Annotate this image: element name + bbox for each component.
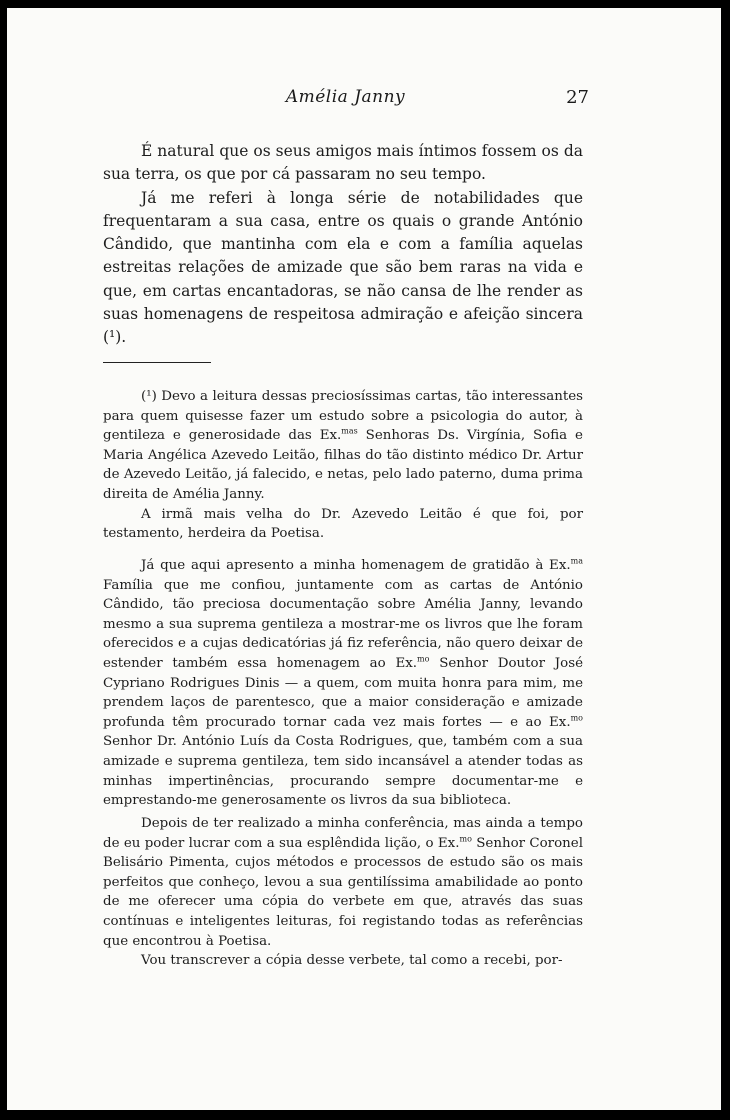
main-text [103, 140, 583, 350]
book-page [7, 8, 721, 1110]
paragraph-1: É natural que os seus amigos mais íntimos fossem os da sua terra, os que por cá passaram no seu tempo. [103, 142, 583, 184]
running-title: Amélia Janny [285, 87, 406, 107]
footnote-separator [103, 362, 211, 363]
conference-paragraph: Depois de ter realizado a minha conferência, mas ainda a tempo de eu poder lucrar com a sua esplêndida lição, o Ex.$^{mo}$ Senhor Coronel Belisário Pimenta, cujos métodos e processos de estudo são os mais perfeitos que conheço, levou a sua gentilíssima amabilidade ao ponto de me oferecer uma cópia do verbete em que, através das suas contínuas e inteligentes leituras, foi registando todas as referências que encontrou à Poetisa. [103, 816, 583, 949]
transcription-paragraph: Vou transcrever a cópia desse verbete, tal como a recebi, por- [141, 953, 563, 969]
footnote [103, 387, 583, 544]
page-header [102, 87, 589, 117]
page-number: 27 [566, 87, 589, 108]
paragraph-2: Já me referi à longa série de notabilidades que frequentaram a sua casa, entre os quais o grande António Cândido, que mantinha com ela e com a família aquelas estreitas relações de amizade que são bem raras na vida e que, em cartas encantadoras, se não cansa de lhe render as suas homenagens de respeitosa admiração e afeição sincera (¹). [103, 188, 583, 347]
footnote-paragraph-2: A irmã mais velha do Dr. Azevedo Leitão é que foi, por testamento, herdeira da Poetisa. [103, 506, 583, 542]
conference-section [103, 814, 583, 971]
acknowledgment-section [103, 556, 583, 811]
footnote-marker: (¹) [141, 389, 157, 404]
footnote-paragraph-1: (¹) Devo a leitura dessas preciosíssimas cartas, tão interessantes para quem quisesse fazer um estudo sobre a psicologia do autor, à gentileza e generosidade das Ex.$^{mas}$ Senhoras Ds. Virgínia, Sofia e Maria Angélica Azevedo Leitão, filhas do tão distinto médico Dr. Artur de Azevedo Leitão, já falecido, e netas, pelo lado paterno, duma prima direita de Amélia Janny. [103, 389, 583, 502]
acknowledgment-paragraph: Já que aqui apresento a minha homenagem de gratidão à Ex.$^{ma}$ Família que me confiou, juntamente com as cartas de António Cândido, tão preciosa documentação sobre Amélia Janny, levando mesmo a sua suprema gentileza a mostrar-me os livros que lhe foram oferecidos e a cujas dedicatórias já fiz referência, não quero deixar de estender também essa homenagem ao Ex.$^{mo}$ Senhor Doutor José Cypriano Rodrigues Dinis — a quem, com muita honra para mim, me prendem laços de parentesco, que a maior consideração e amizade profunda têm procurado tornar cada vez mais fortes — e ao Ex.$^{mo}$ Senhor Dr. António Luís da Costa Rodrigues, que, também com a sua amizade e suprema gentileza, tem sido incansável a atender todas as minhas impertinências, procurando sempre documentar-me e emprestando-me generosamente os livros da sua biblioteca. [103, 556, 583, 809]
